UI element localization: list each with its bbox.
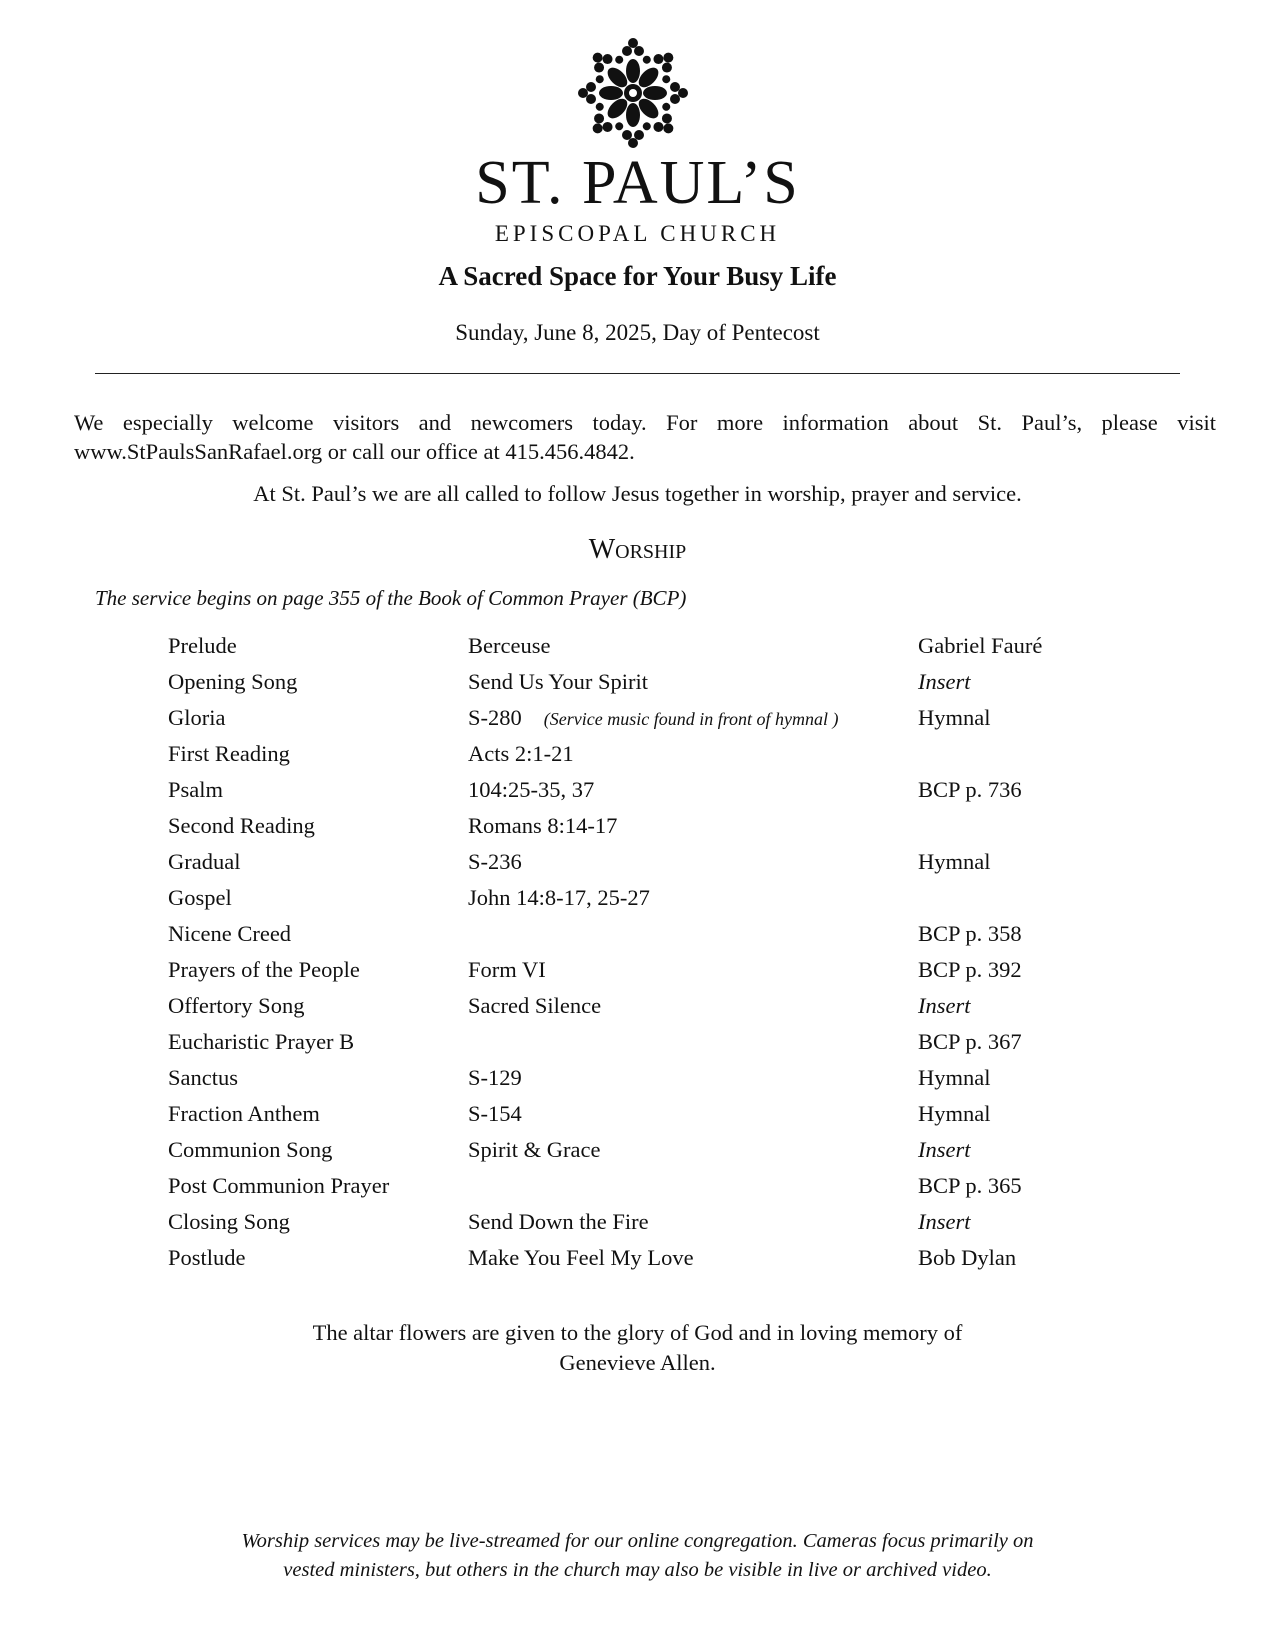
- service-item: [168, 1064, 1208, 1100]
- welcome-paragraph: [74, 408, 1216, 466]
- service-item-source: BCP p. 367: [918, 1029, 1022, 1054]
- service-item-note: (Service music found in front of hymnal ): [543, 709, 839, 729]
- service-item-source: Hymnal: [918, 849, 991, 874]
- service-item-part: Second Reading: [168, 813, 315, 838]
- service-item-part: Communion Song: [168, 1137, 333, 1162]
- service-item-title-cell: [468, 632, 550, 660]
- service-item-source: BCP p. 358: [918, 921, 1022, 946]
- service-item: [168, 704, 1208, 740]
- service-item-part: Post Communion Prayer: [168, 1173, 390, 1198]
- service-item-part: Offertory Song: [168, 993, 305, 1018]
- altar-flowers-line-2: Genevieve Allen.: [559, 1350, 716, 1375]
- service-item-title-cell: [468, 992, 601, 1020]
- service-note: The service begins on page 355 of the Book of Common Prayer (BCP): [95, 586, 687, 610]
- service-item-title-cell: [468, 812, 617, 840]
- service-item-title-cell: [468, 704, 839, 733]
- service-item-part: Closing Song: [168, 1209, 290, 1234]
- service-item-part: First Reading: [168, 741, 290, 766]
- service-item: [168, 1244, 1208, 1280]
- service-item-title-cell: [468, 740, 574, 768]
- service-item-part: Fraction Anthem: [168, 1101, 320, 1126]
- service-item-title: Romans 8:14-17: [468, 813, 618, 838]
- service-item-title: Make You Feel My Love: [468, 1245, 694, 1270]
- service-item-title: 104:25-35, 37: [468, 777, 595, 802]
- service-item-part: Postlude: [168, 1245, 246, 1270]
- service-item-source: Insert: [918, 1209, 971, 1234]
- service-item-part: Psalm: [168, 777, 224, 802]
- service-item: [168, 1172, 1208, 1208]
- service-item-title: Send Down the Fire: [468, 1209, 649, 1234]
- service-item-source: BCP p. 392: [918, 957, 1022, 982]
- livestream-notice-line-2: vested ministers, but others in the church may also be visible in live or archived video.: [283, 1559, 992, 1581]
- service-item-title: Sacred Silence: [468, 993, 602, 1018]
- service-item-part: Nicene Creed: [168, 921, 292, 946]
- order-of-service: [168, 632, 1208, 1280]
- service-item: [168, 956, 1208, 992]
- service-item-part: Prayers of the People: [168, 957, 360, 982]
- service-item-source: Hymnal: [918, 1101, 991, 1126]
- service-item-title-cell: [468, 1100, 522, 1128]
- service-item-part: Gospel: [168, 885, 232, 910]
- service-item-title: Form VI: [468, 957, 546, 982]
- service-item-title-cell: [468, 1244, 694, 1272]
- service-item-title-cell: [468, 848, 522, 876]
- service-item: [168, 992, 1208, 1028]
- service-item-source: BCP p. 365: [918, 1173, 1022, 1198]
- welcome-line-1: We especially welcome visitors and newcomers today. For more information about St. Paul’s, please visit: [74, 410, 1216, 435]
- service-item-part: Prelude: [168, 633, 237, 658]
- service-item-title-cell: [468, 776, 594, 804]
- service-item-title-cell: [468, 956, 546, 984]
- service-item-title-cell: [468, 1064, 522, 1092]
- service-item-source: Hymnal: [918, 1065, 991, 1090]
- altar-flowers-line-1: The altar flowers are given to the glory of God and in loving memory of: [312, 1320, 963, 1345]
- service-item-title-cell: [468, 1208, 649, 1236]
- service-date: Sunday, June 8, 2025, Day of Pentecost: [455, 320, 820, 345]
- service-item-source: Gabriel Fauré: [918, 633, 1043, 658]
- worship-heading: Worship: [588, 534, 687, 565]
- welcome-line-2: www.StPaulsSanRafael.org or call our office at 415.456.4842.: [74, 439, 635, 464]
- service-item-title: S-280: [468, 705, 522, 730]
- service-item: [168, 812, 1208, 848]
- livestream-notice-line-1: Worship services may be live-streamed for our online congregation. Cameras focus primarily on: [241, 1530, 1034, 1552]
- service-item: [168, 1136, 1208, 1172]
- service-item-title-cell: [468, 1136, 600, 1164]
- service-item-part: Eucharistic Prayer B: [168, 1029, 355, 1054]
- service-item: [168, 884, 1208, 920]
- service-item: [168, 848, 1208, 884]
- service-item-part: Gloria: [168, 705, 226, 730]
- service-item-title: Send Us Your Spirit: [468, 669, 649, 694]
- tagline: A Sacred Space for Your Busy Life: [438, 261, 837, 291]
- service-item-source: Insert: [918, 1137, 971, 1162]
- service-item: [168, 632, 1208, 668]
- service-item-title: Acts 2:1-21: [468, 741, 574, 766]
- service-item-title: Spirit & Grace: [468, 1137, 601, 1162]
- service-item: [168, 1100, 1208, 1136]
- service-item-title-cell: [468, 668, 648, 696]
- service-item-title: Berceuse: [468, 633, 551, 658]
- service-item-title: S-154: [468, 1101, 522, 1126]
- service-item-source: Bob Dylan: [918, 1245, 1017, 1270]
- service-item: [168, 920, 1208, 956]
- service-item: [168, 1208, 1208, 1244]
- service-item-title: S-129: [468, 1065, 522, 1090]
- service-item-source: Insert: [918, 993, 971, 1018]
- service-item-part: Sanctus: [168, 1065, 238, 1090]
- service-item-source: BCP p. 736: [918, 777, 1022, 802]
- altar-flowers-note: [0, 1318, 1275, 1378]
- header-divider: [95, 373, 1180, 374]
- service-item-title: S-236: [468, 849, 522, 874]
- mission-statement: At St. Paul’s we are all called to follow Jesus together in worship, prayer and service.: [253, 481, 1022, 506]
- service-item-title: John 14:8-17, 25-27: [468, 885, 650, 910]
- service-item-source: Hymnal: [918, 705, 991, 730]
- rose-window-icon: [578, 38, 688, 148]
- church-name: ST. PAUL’S: [475, 149, 800, 217]
- service-item-source: Insert: [918, 669, 971, 694]
- service-item: [168, 668, 1208, 704]
- service-item-part: Opening Song: [168, 669, 298, 694]
- service-item: [168, 740, 1208, 776]
- service-item: [168, 1028, 1208, 1064]
- livestream-notice: [0, 1527, 1275, 1585]
- service-item-title-cell: [468, 884, 650, 912]
- service-item-part: Gradual: [168, 849, 241, 874]
- church-subtitle: EPISCOPAL CHURCH: [494, 221, 781, 246]
- service-item: [168, 776, 1208, 812]
